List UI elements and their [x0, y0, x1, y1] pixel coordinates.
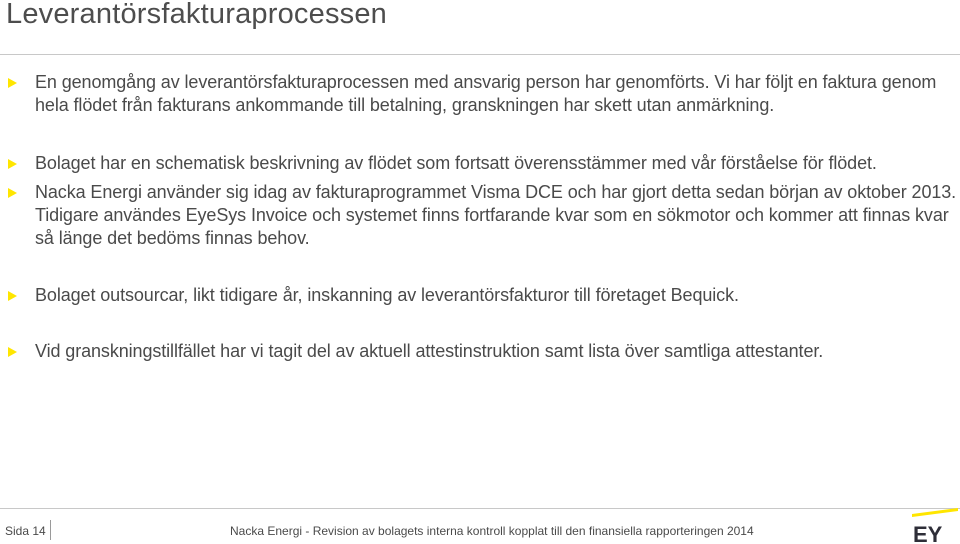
bullet-arrow-icon: [8, 188, 17, 198]
bullet-item: [8, 284, 958, 307]
page-number: Sida 14: [5, 524, 46, 538]
bullet-arrow-icon: [8, 78, 17, 88]
ey-logo-beam: [912, 508, 958, 517]
bullet-text: Bolaget har en schematisk beskrivning av flödet som fortsatt överensstämmer med vår förståelse för flödet.: [35, 153, 877, 173]
bullet-text: En genomgång av leverantörsfakturaprocessen med ansvarig person har genomförts. Vi har följt en faktura genom hela flödet från fakturans ankommande till betalning, granskningen har skett utan anmärkning.: [35, 72, 937, 115]
bullet-item: [8, 181, 958, 250]
ey-logo-text: EY: [913, 522, 943, 544]
ey-logo-icon: [910, 508, 960, 544]
bullet-text: Vid granskningstillfället har vi tagit del av aktuell attestinstruktion samt lista över samtliga attestanter.: [35, 341, 824, 361]
bullet-arrow-icon: [8, 291, 17, 301]
top-divider: [0, 54, 960, 55]
bullet-item: [8, 340, 958, 363]
bullet-item: [8, 152, 958, 175]
bullet-arrow-icon: [8, 159, 17, 169]
bullet-text: Bolaget outsourcar, likt tidigare år, inskanning av leverantörsfakturor till företaget Bequick.: [35, 285, 739, 305]
bullet-item: [8, 71, 958, 117]
slide-title: Leverantörsfakturaprocessen: [6, 0, 387, 30]
footer-document-title: Nacka Energi - Revision av bolagets interna kontroll kopplat till den finansiella rapporteringen 2014: [230, 524, 754, 538]
footer-separator: [50, 520, 51, 540]
footer-divider: [0, 508, 960, 509]
bullet-arrow-icon: [8, 347, 17, 357]
bullet-text: Nacka Energi använder sig idag av fakturaprogrammet Visma DCE och har gjort detta sedan början av oktober 2013. Tidigare användes EyeSys Invoice och systemet finns fortfarande kvar som en sökmotor och kommer att finnas kvar så länge det bedöms finnas behov.: [35, 182, 957, 248]
